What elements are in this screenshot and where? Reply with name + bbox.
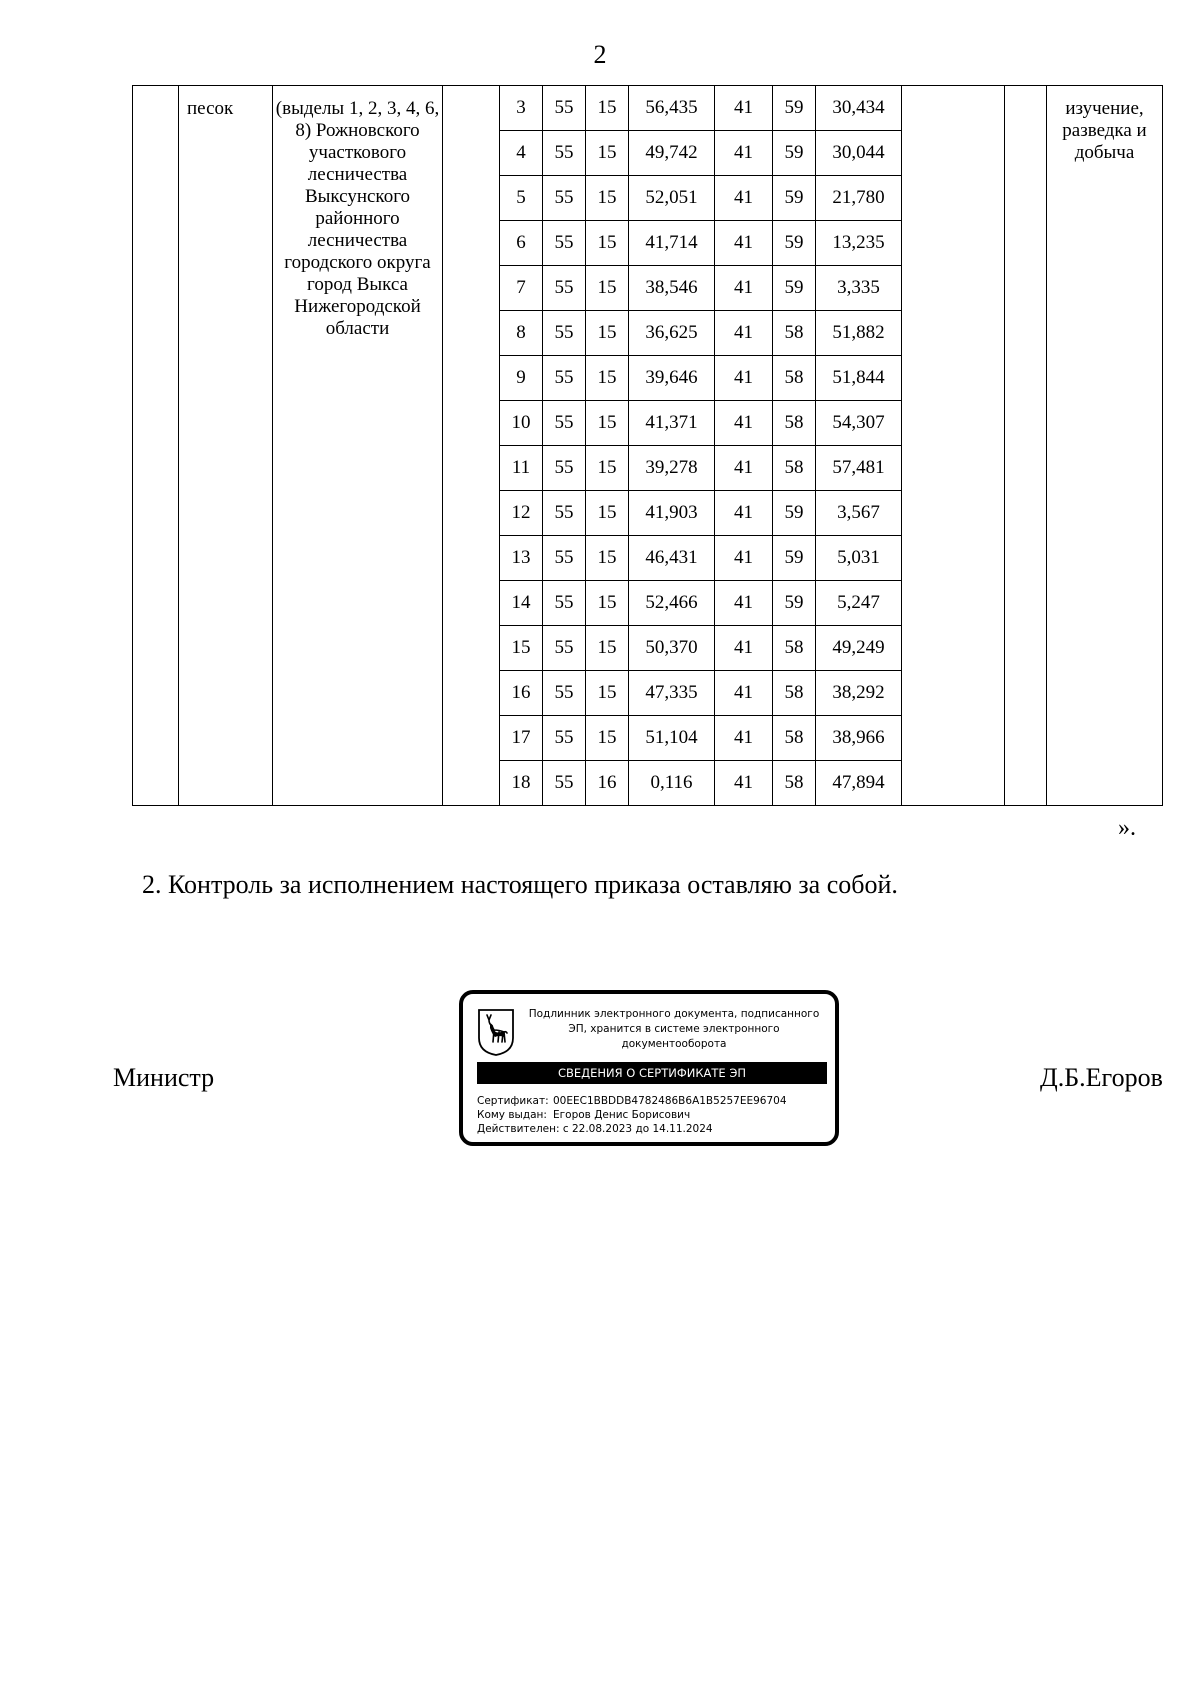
lon-seconds: 3,335 bbox=[816, 266, 902, 311]
lon-degrees: 41 bbox=[715, 671, 773, 716]
lat-minutes: 15 bbox=[586, 716, 629, 761]
lon-degrees: 41 bbox=[715, 131, 773, 176]
lon-seconds: 51,882 bbox=[816, 311, 902, 356]
issued-line bbox=[477, 1108, 787, 1122]
lat-minutes: 15 bbox=[586, 86, 629, 131]
location-cell: (выделы 1, 2, 3, 4, 6, 8) Рожновского участкового лесничества Выксунского районного лесничества городского округа город Выкса Нижегородской области bbox=[273, 86, 443, 806]
lon-degrees: 41 bbox=[715, 716, 773, 761]
control-paragraph: 2. Контроль за исполнением настоящего приказа оставляю за собой. bbox=[142, 870, 898, 899]
lat-minutes: 16 bbox=[586, 761, 629, 806]
lon-seconds: 51,844 bbox=[816, 356, 902, 401]
lat-seconds: 49,742 bbox=[629, 131, 715, 176]
lon-seconds: 57,481 bbox=[816, 446, 902, 491]
lat-minutes: 15 bbox=[586, 626, 629, 671]
lat-seconds: 41,714 bbox=[629, 221, 715, 266]
table-body bbox=[133, 86, 1163, 806]
lat-minutes: 15 bbox=[586, 536, 629, 581]
lat-minutes: 15 bbox=[586, 581, 629, 626]
lat-degrees: 55 bbox=[543, 176, 586, 221]
lat-minutes: 15 bbox=[586, 311, 629, 356]
lat-degrees: 55 bbox=[543, 581, 586, 626]
lat-seconds: 50,370 bbox=[629, 626, 715, 671]
lon-minutes: 58 bbox=[773, 716, 816, 761]
lon-minutes: 58 bbox=[773, 671, 816, 716]
lat-degrees: 55 bbox=[543, 626, 586, 671]
point-number: 3 bbox=[500, 86, 543, 131]
lon-seconds: 5,247 bbox=[816, 581, 902, 626]
lon-degrees: 41 bbox=[715, 86, 773, 131]
point-number: 14 bbox=[500, 581, 543, 626]
stamp-certificate-bar: СВЕДЕНИЯ О СЕРТИФИКАТЕ ЭП bbox=[477, 1062, 827, 1084]
lon-minutes: 59 bbox=[773, 221, 816, 266]
point-number: 8 bbox=[500, 311, 543, 356]
signatory-title: Министр bbox=[113, 1063, 215, 1092]
lat-minutes: 15 bbox=[586, 491, 629, 536]
lat-minutes: 15 bbox=[586, 401, 629, 446]
lat-degrees: 55 bbox=[543, 671, 586, 716]
lon-degrees: 41 bbox=[715, 761, 773, 806]
point-number: 17 bbox=[500, 716, 543, 761]
empty-cell bbox=[902, 86, 1005, 806]
lat-seconds: 39,278 bbox=[629, 446, 715, 491]
lat-minutes: 15 bbox=[586, 131, 629, 176]
lon-minutes: 58 bbox=[773, 626, 816, 671]
lon-seconds: 21,780 bbox=[816, 176, 902, 221]
lon-minutes: 59 bbox=[773, 266, 816, 311]
mineral-cell: песок bbox=[179, 86, 273, 806]
point-number: 5 bbox=[500, 176, 543, 221]
validity-line: Действителен: с 22.08.2023 до 14.11.2024 bbox=[477, 1123, 713, 1135]
lon-seconds: 54,307 bbox=[816, 401, 902, 446]
lat-seconds: 36,625 bbox=[629, 311, 715, 356]
lon-minutes: 58 bbox=[773, 401, 816, 446]
electronic-signature-stamp bbox=[459, 990, 839, 1146]
empty-cell bbox=[443, 86, 500, 806]
lat-minutes: 15 bbox=[586, 356, 629, 401]
lon-degrees: 41 bbox=[715, 491, 773, 536]
lon-seconds: 3,567 bbox=[816, 491, 902, 536]
point-number: 16 bbox=[500, 671, 543, 716]
lon-seconds: 30,044 bbox=[816, 131, 902, 176]
empty-cell bbox=[133, 86, 179, 806]
lat-seconds: 41,371 bbox=[629, 401, 715, 446]
lat-degrees: 55 bbox=[543, 401, 586, 446]
lon-minutes: 58 bbox=[773, 446, 816, 491]
point-number: 12 bbox=[500, 491, 543, 536]
signatory-name: Д.Б.Егоров bbox=[1040, 1063, 1163, 1092]
lat-minutes: 15 bbox=[586, 446, 629, 491]
empty-cell bbox=[1005, 86, 1047, 806]
lat-seconds: 38,546 bbox=[629, 266, 715, 311]
lon-minutes: 59 bbox=[773, 581, 816, 626]
lon-minutes: 59 bbox=[773, 491, 816, 536]
issued-value: Егоров Денис Борисович bbox=[553, 1109, 691, 1121]
page-number: 2 bbox=[593, 40, 607, 69]
lat-seconds: 52,051 bbox=[629, 176, 715, 221]
lon-minutes: 58 bbox=[773, 761, 816, 806]
lat-degrees: 55 bbox=[543, 221, 586, 266]
lat-seconds: 47,335 bbox=[629, 671, 715, 716]
lat-minutes: 15 bbox=[586, 266, 629, 311]
lon-seconds: 47,894 bbox=[816, 761, 902, 806]
lon-seconds: 38,292 bbox=[816, 671, 902, 716]
lon-degrees: 41 bbox=[715, 626, 773, 671]
point-number: 11 bbox=[500, 446, 543, 491]
certificate-line bbox=[477, 1094, 787, 1108]
table-row bbox=[133, 86, 1163, 131]
point-number: 6 bbox=[500, 221, 543, 266]
lat-degrees: 55 bbox=[543, 356, 586, 401]
lat-degrees: 55 bbox=[543, 761, 586, 806]
lat-seconds: 46,431 bbox=[629, 536, 715, 581]
lat-seconds: 52,466 bbox=[629, 581, 715, 626]
lat-seconds: 0,116 bbox=[629, 761, 715, 806]
lon-degrees: 41 bbox=[715, 536, 773, 581]
lat-minutes: 15 bbox=[586, 671, 629, 716]
lat-degrees: 55 bbox=[543, 86, 586, 131]
lon-seconds: 13,235 bbox=[816, 221, 902, 266]
lon-degrees: 41 bbox=[715, 401, 773, 446]
lat-minutes: 15 bbox=[586, 221, 629, 266]
purpose-cell: изучение, разведка и добыча bbox=[1047, 86, 1163, 806]
issued-label: Кому выдан: bbox=[477, 1109, 547, 1121]
deer-emblem-icon bbox=[477, 1008, 515, 1056]
lat-degrees: 55 bbox=[543, 266, 586, 311]
point-number: 15 bbox=[500, 626, 543, 671]
lat-degrees: 55 bbox=[543, 491, 586, 536]
lon-minutes: 58 bbox=[773, 311, 816, 356]
lat-seconds: 39,646 bbox=[629, 356, 715, 401]
lat-seconds: 51,104 bbox=[629, 716, 715, 761]
lon-degrees: 41 bbox=[715, 221, 773, 266]
certificate-value: 00EEC1BBDDB4782486B6A1B5257EE96704 bbox=[553, 1095, 787, 1107]
lon-minutes: 59 bbox=[773, 536, 816, 581]
lat-minutes: 15 bbox=[586, 176, 629, 221]
point-number: 9 bbox=[500, 356, 543, 401]
point-number: 4 bbox=[500, 131, 543, 176]
stamp-details bbox=[477, 1094, 787, 1136]
lat-seconds: 56,435 bbox=[629, 86, 715, 131]
lon-seconds: 5,031 bbox=[816, 536, 902, 581]
lon-degrees: 41 bbox=[715, 356, 773, 401]
lat-seconds: 41,903 bbox=[629, 491, 715, 536]
point-number: 13 bbox=[500, 536, 543, 581]
lon-seconds: 49,249 bbox=[816, 626, 902, 671]
lat-degrees: 55 bbox=[543, 311, 586, 356]
coordinates-table bbox=[132, 85, 1163, 806]
lon-degrees: 41 bbox=[715, 176, 773, 221]
point-number: 18 bbox=[500, 761, 543, 806]
lon-seconds: 30,434 bbox=[816, 86, 902, 131]
certificate-label: Сертификат: bbox=[477, 1095, 549, 1107]
lon-degrees: 41 bbox=[715, 266, 773, 311]
point-number: 7 bbox=[500, 266, 543, 311]
lat-degrees: 55 bbox=[543, 536, 586, 581]
lon-minutes: 58 bbox=[773, 356, 816, 401]
closing-quote: ». bbox=[1118, 815, 1136, 841]
lon-degrees: 41 bbox=[715, 581, 773, 626]
lon-degrees: 41 bbox=[715, 311, 773, 356]
lon-degrees: 41 bbox=[715, 446, 773, 491]
lon-minutes: 59 bbox=[773, 86, 816, 131]
lon-minutes: 59 bbox=[773, 176, 816, 221]
lat-degrees: 55 bbox=[543, 716, 586, 761]
lon-seconds: 38,966 bbox=[816, 716, 902, 761]
point-number: 10 bbox=[500, 401, 543, 446]
lat-degrees: 55 bbox=[543, 131, 586, 176]
lat-degrees: 55 bbox=[543, 446, 586, 491]
stamp-header: Подлинник электронного документа, подписанного ЭП, хранится в системе электронного документооборота bbox=[528, 1008, 820, 1050]
lon-minutes: 59 bbox=[773, 131, 816, 176]
